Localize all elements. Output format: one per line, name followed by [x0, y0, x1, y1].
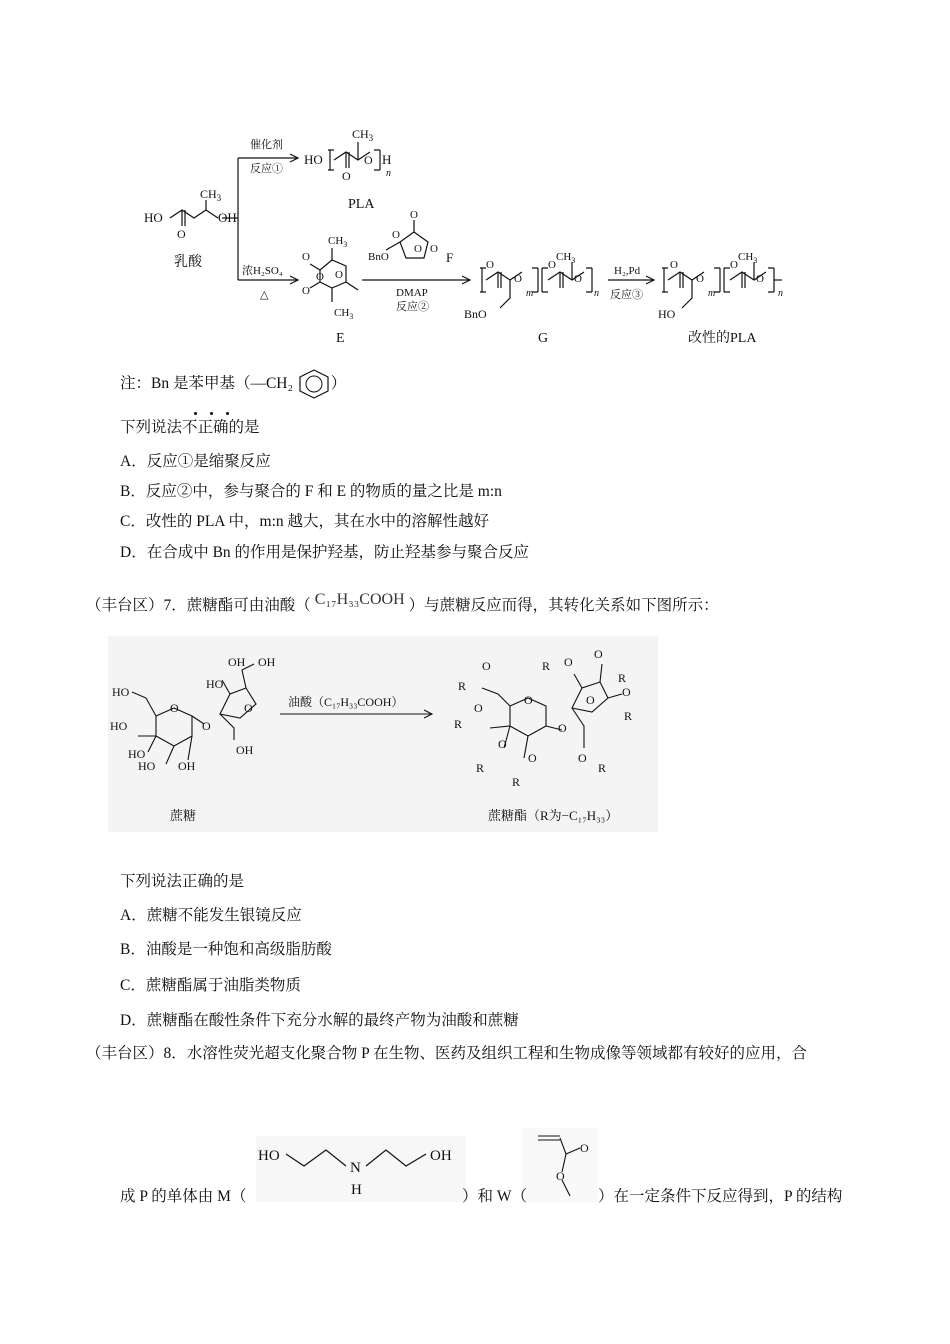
- q7-header-text: （丰台区）7．蔗糖酯可由油酸（: [86, 597, 311, 614]
- svg-text:R: R: [624, 709, 633, 723]
- svg-text:CH3: $CH_3$: [738, 251, 758, 265]
- m-n-label: N: [350, 1160, 361, 1176]
- svg-text:n: n: [778, 288, 783, 299]
- svg-text:O: O: [514, 273, 522, 285]
- q6-reaction-scheme: [130, 120, 810, 360]
- svg-text:O: O: [622, 685, 631, 699]
- svg-text:O: O: [202, 719, 211, 733]
- delta-label: △: [260, 289, 269, 301]
- arrow-label: 油酸（C₁₇H₃₃COOH）: [288, 695, 404, 709]
- svg-text:O: O: [414, 243, 422, 255]
- bno-label: BnO: [368, 251, 389, 263]
- svg-text:n: n: [594, 288, 599, 299]
- e-label: E: [336, 331, 345, 346]
- h2pd-label: H₂,Pd: [614, 265, 641, 277]
- svg-text:CH3: $CH_3$: [200, 187, 222, 203]
- svg-text:O: O: [730, 259, 738, 271]
- svg-text:R: R: [542, 659, 551, 673]
- note-close: ）: [330, 375, 347, 392]
- q7-option-c[interactable]: C．蔗糖酯属于油脂类物质: [120, 977, 301, 994]
- modified-pla-label: 改性的PLA: [688, 331, 757, 346]
- svg-text:O: O: [528, 751, 537, 765]
- svg-text:O: O: [558, 721, 567, 735]
- q7-option-d[interactable]: D．蔗糖酯在酸性条件下充分水解的最终产物为油酸和蔗糖: [120, 1012, 519, 1029]
- svg-text:m: m: [708, 288, 716, 299]
- svg-text:CH3: $CH_3$: [352, 127, 374, 143]
- svg-text:O: O: [756, 273, 764, 285]
- svg-text:O: O: [474, 701, 483, 715]
- svg-text:HO: HO: [112, 685, 130, 699]
- svg-text:HO: HO: [110, 719, 128, 733]
- ester-label: 蔗糖酯（R为−C₁₇H₃₃）: [488, 808, 619, 823]
- svg-text:O: O: [364, 153, 373, 167]
- q8-monomer-w-structure: [522, 1128, 598, 1202]
- q6-option-a[interactable]: A．反应①是缩聚反应: [120, 453, 271, 470]
- q8-line2: [120, 1187, 246, 1207]
- q7-header: [86, 591, 719, 616]
- svg-text:CH3: $CH_3$: [556, 251, 576, 265]
- q6-option-b[interactable]: B．反应②中，参与聚合的 F 和 E 的物质的量之比是 m:n: [120, 483, 502, 500]
- svg-text:O: O: [170, 701, 179, 715]
- svg-text:CH3: $CH_3$: [334, 307, 354, 321]
- svg-text:R: R: [458, 679, 467, 693]
- benzene-ring-icon: [297, 368, 331, 400]
- svg-text:O: O: [482, 659, 491, 673]
- svg-text:OH: OH: [236, 743, 254, 757]
- svg-text:R: R: [476, 761, 485, 775]
- q8-monomer-m-structure: [256, 1136, 466, 1202]
- reaction3-label: 反应③: [610, 289, 643, 301]
- svg-text:O: O: [578, 751, 587, 765]
- svg-text:OH: OH: [228, 655, 246, 669]
- svg-text:R: R: [598, 761, 607, 775]
- svg-text:O: O: [302, 251, 310, 263]
- svg-text:O: O: [524, 693, 533, 707]
- q7-option-a[interactable]: A．蔗糖不能发生银镜反应: [120, 907, 302, 924]
- q7-formula: C₁₇H₃₃COOH: [314, 591, 405, 608]
- catalyst-label: 催化剂: [250, 139, 283, 151]
- svg-text:HO: HO: [658, 307, 676, 321]
- svg-text:CH3: $CH_3$: [328, 235, 348, 249]
- svg-text:O: O: [342, 169, 351, 183]
- svg-text:R: R: [454, 717, 463, 731]
- svg-text:O: O: [670, 259, 678, 271]
- svg-text:O: O: [556, 1169, 565, 1183]
- svg-text:O: O: [335, 269, 343, 281]
- svg-text:HO: HO: [128, 747, 146, 761]
- svg-text:O: O: [486, 259, 494, 271]
- svg-text:O: O: [244, 701, 253, 715]
- g-bno-label: BnO: [464, 307, 487, 321]
- q7-stem: 下列说法正确的是: [120, 873, 245, 890]
- lactic-acid-label: 乳酸: [174, 255, 202, 270]
- q6-stem: 下列说法不正确的是: [120, 419, 260, 436]
- q6-option-d[interactable]: D．在合成中 Bn 的作用是保护羟基，防止羟基参与聚合反应: [120, 544, 530, 561]
- svg-text:O: O: [302, 285, 310, 297]
- q7-figure-svg: [108, 636, 658, 832]
- svg-text:HO: HO: [206, 677, 224, 691]
- svg-text:OH: OH: [258, 655, 276, 669]
- q7-sucrose-figure: [108, 636, 658, 832]
- m-oh-label: OH: [430, 1148, 452, 1164]
- q7-header-tail: ）与蔗糖反应而得，其转化关系如下图所示：: [408, 597, 719, 614]
- svg-text:O: O: [564, 655, 573, 669]
- svg-text:O: O: [574, 273, 582, 285]
- svg-text:O: O: [594, 647, 603, 661]
- svg-text:O: O: [430, 243, 438, 255]
- svg-text:OH: OH: [178, 759, 196, 773]
- reaction2-label: 反应②: [396, 301, 429, 313]
- svg-text:O: O: [392, 229, 400, 241]
- svg-text:HO: HO: [144, 210, 163, 225]
- reaction1-label: 反应①: [250, 163, 283, 175]
- q7-option-b[interactable]: B．油酸是一种饱和高级脂肪酸: [120, 941, 332, 958]
- q8-line2-c: ）在一定条件下反应得到，P 的结构: [598, 1188, 843, 1205]
- g-label: G: [538, 331, 549, 346]
- q6-note: [120, 374, 346, 394]
- svg-text:O: O: [498, 737, 507, 751]
- svg-text:H: H: [382, 152, 392, 167]
- m-ho-label: HO: [258, 1148, 280, 1164]
- svg-text:n: n: [386, 168, 391, 179]
- svg-text:HO: HO: [304, 152, 323, 167]
- q6-option-c[interactable]: C．改性的 PLA 中，m:n 越大，其在水中的溶解性越好: [120, 513, 490, 530]
- q8-line2-b: ）和 W（: [462, 1188, 528, 1205]
- svg-text:O: O: [177, 227, 186, 241]
- svg-text:R: R: [618, 671, 627, 685]
- m-h-label: H: [351, 1182, 362, 1198]
- dmap-label: DMAP: [396, 287, 428, 299]
- svg-text:O: O: [696, 273, 704, 285]
- svg-text:O: O: [580, 1141, 589, 1155]
- h2so4-label: 浓H₂SO₄: [242, 265, 283, 277]
- svg-text:R: R: [512, 775, 521, 789]
- q8-header: （丰台区）8．水溶性荧光超支化聚合物 P 在生物、医药及组织工程和生物成像等领域都有较好的应用，合: [86, 1045, 808, 1062]
- svg-text:OH: OH: [218, 210, 237, 225]
- sucrose-label: 蔗糖: [170, 808, 197, 823]
- svg-text:O: O: [316, 271, 324, 283]
- svg-text:m: m: [526, 288, 534, 299]
- pla-label: PLA: [348, 197, 375, 212]
- svg-text:O: O: [548, 259, 556, 271]
- svg-text:O: O: [410, 209, 418, 221]
- q8-line2-a: 成 P 的单体由 M（: [120, 1188, 247, 1205]
- note-text: 注：Bn 是苯甲基（: [120, 375, 251, 392]
- svg-text:HO: HO: [138, 759, 156, 773]
- f-label: F: [446, 250, 454, 265]
- note-formula: —CH₂: [250, 375, 293, 392]
- svg-text:O: O: [586, 693, 595, 707]
